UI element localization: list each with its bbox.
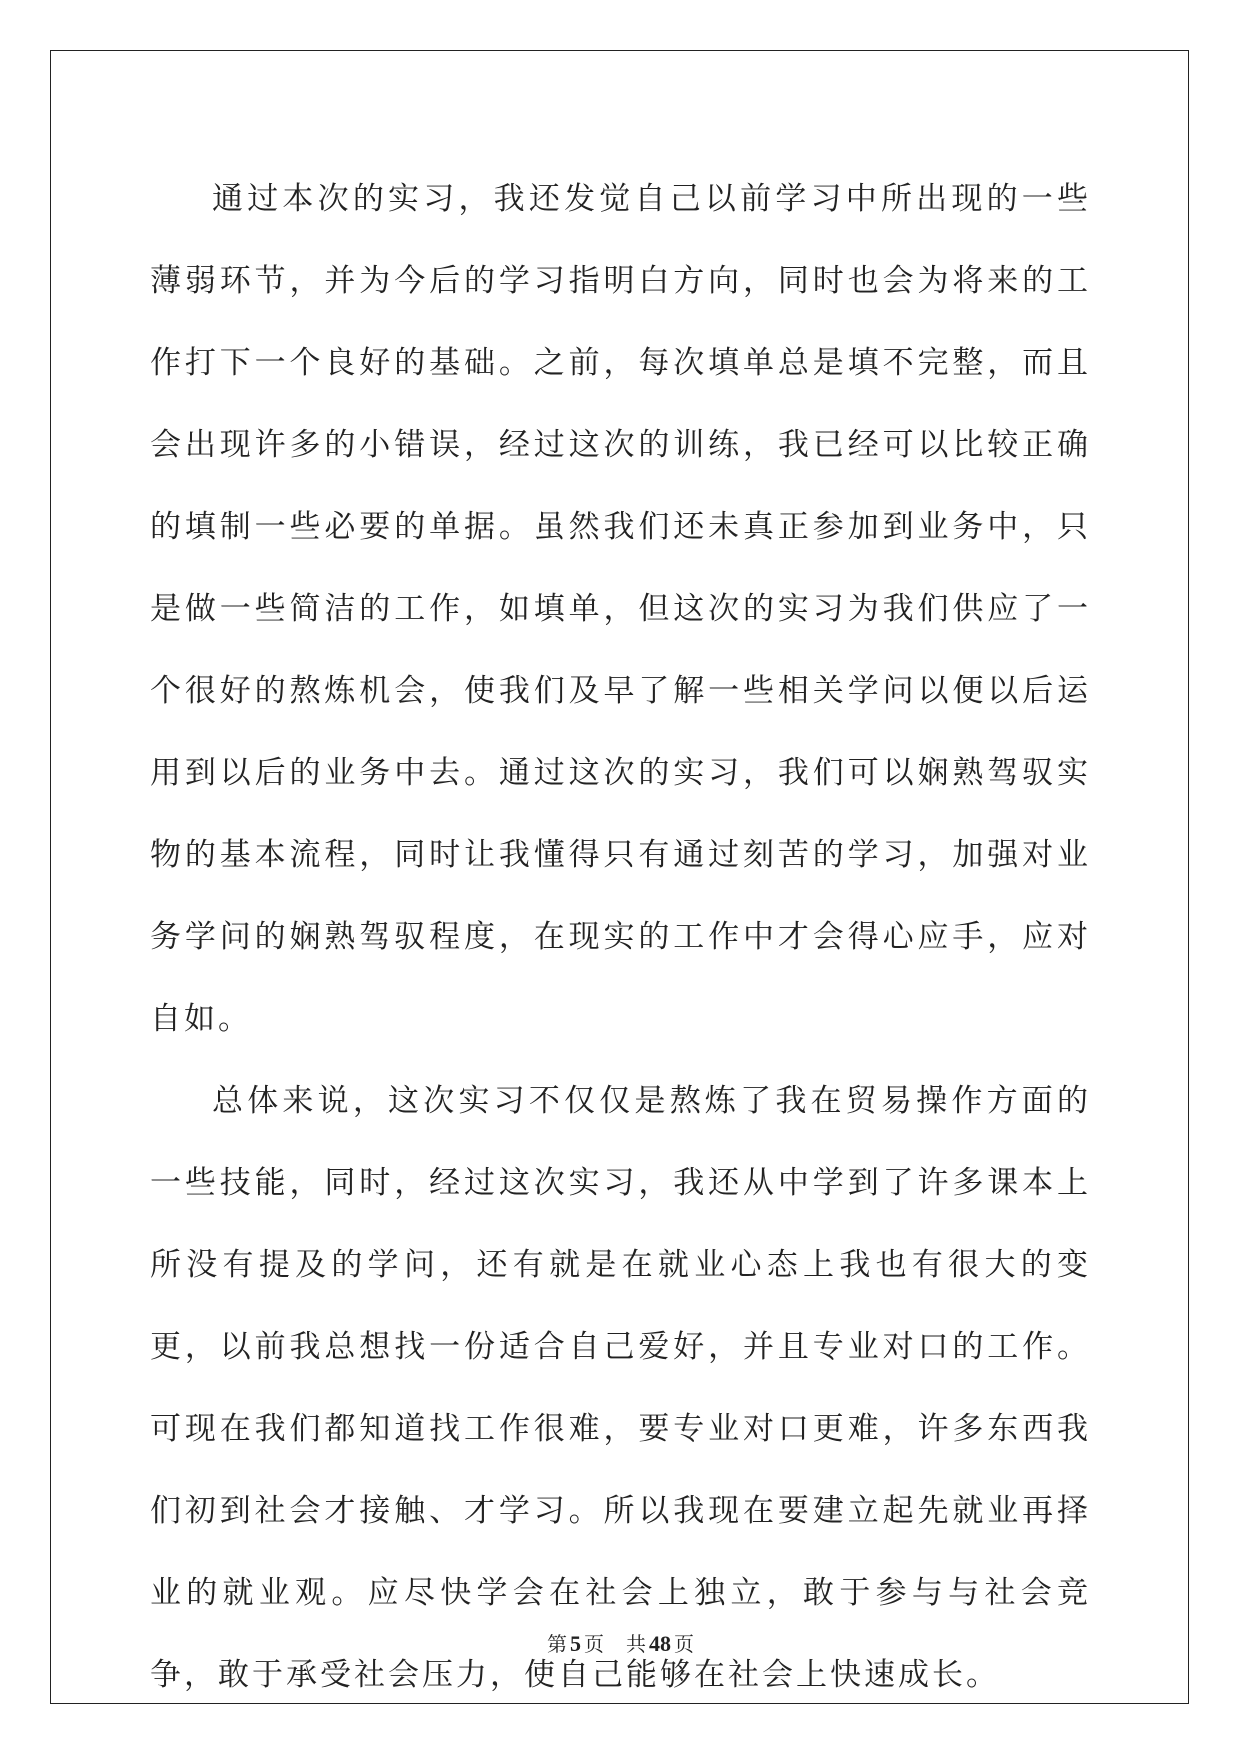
paragraph-2: 总体来说，这次实习不仅仅是熬炼了我在贸易操作方面的一些技能，同时，经过这次实习，我还从中学到了许多课本上所没有提及的学问，还有就是在就业心态上我也有很大的变更，以前我总想找一份适合自己爱好，并且专业对口的工作。可现在我们都知道找工作很难，要专业对口更难，许多东西我们初到社会才接触、才学习。所以我现在要建立起先就业再择业的就业观。应尽快学会在社会上独立，敢于参与与社会竞争，敢于承受社会压力，使自己能够在社会上快速成长。 xyxy=(150,1083,1091,1693)
page-prefix: 第 xyxy=(547,1632,567,1656)
page-footer xyxy=(0,1628,1241,1657)
total-prefix: 共 xyxy=(626,1632,646,1656)
page-number: 5 xyxy=(570,1631,581,1656)
paragraph-1: 通过本次的实习，我还发觉自己以前学习中所出现的一些薄弱环节，并为今后的学习指明白方向，同时也会为将来的工作打下一个良好的基础。之前，每次填单总是填不完整，而且会出现许多的小错误，经过这次的训练，我已经可以比较正确的填制一些必要的单据。虽然我们还未真正参加到业务中，只是做一些简洁的工作，如填单，但这次的实习为我们供应了一个很好的熬炼机会，使我们及早了解一些相关学问以便以后运用到以后的业务中去。通过这次的实习，我们可以娴熟驾驭实物的基本流程，同时让我懂得只有通过刻苦的学习，加强对业务学问的娴熟驾驭程度，在现实的工作中才会得心应手，应对自如。 xyxy=(150,181,1091,1037)
total-suffix: 页 xyxy=(674,1632,694,1656)
total-pages: 48 xyxy=(649,1631,671,1656)
page-suffix: 页 xyxy=(584,1632,604,1656)
document-body xyxy=(150,158,1091,1716)
